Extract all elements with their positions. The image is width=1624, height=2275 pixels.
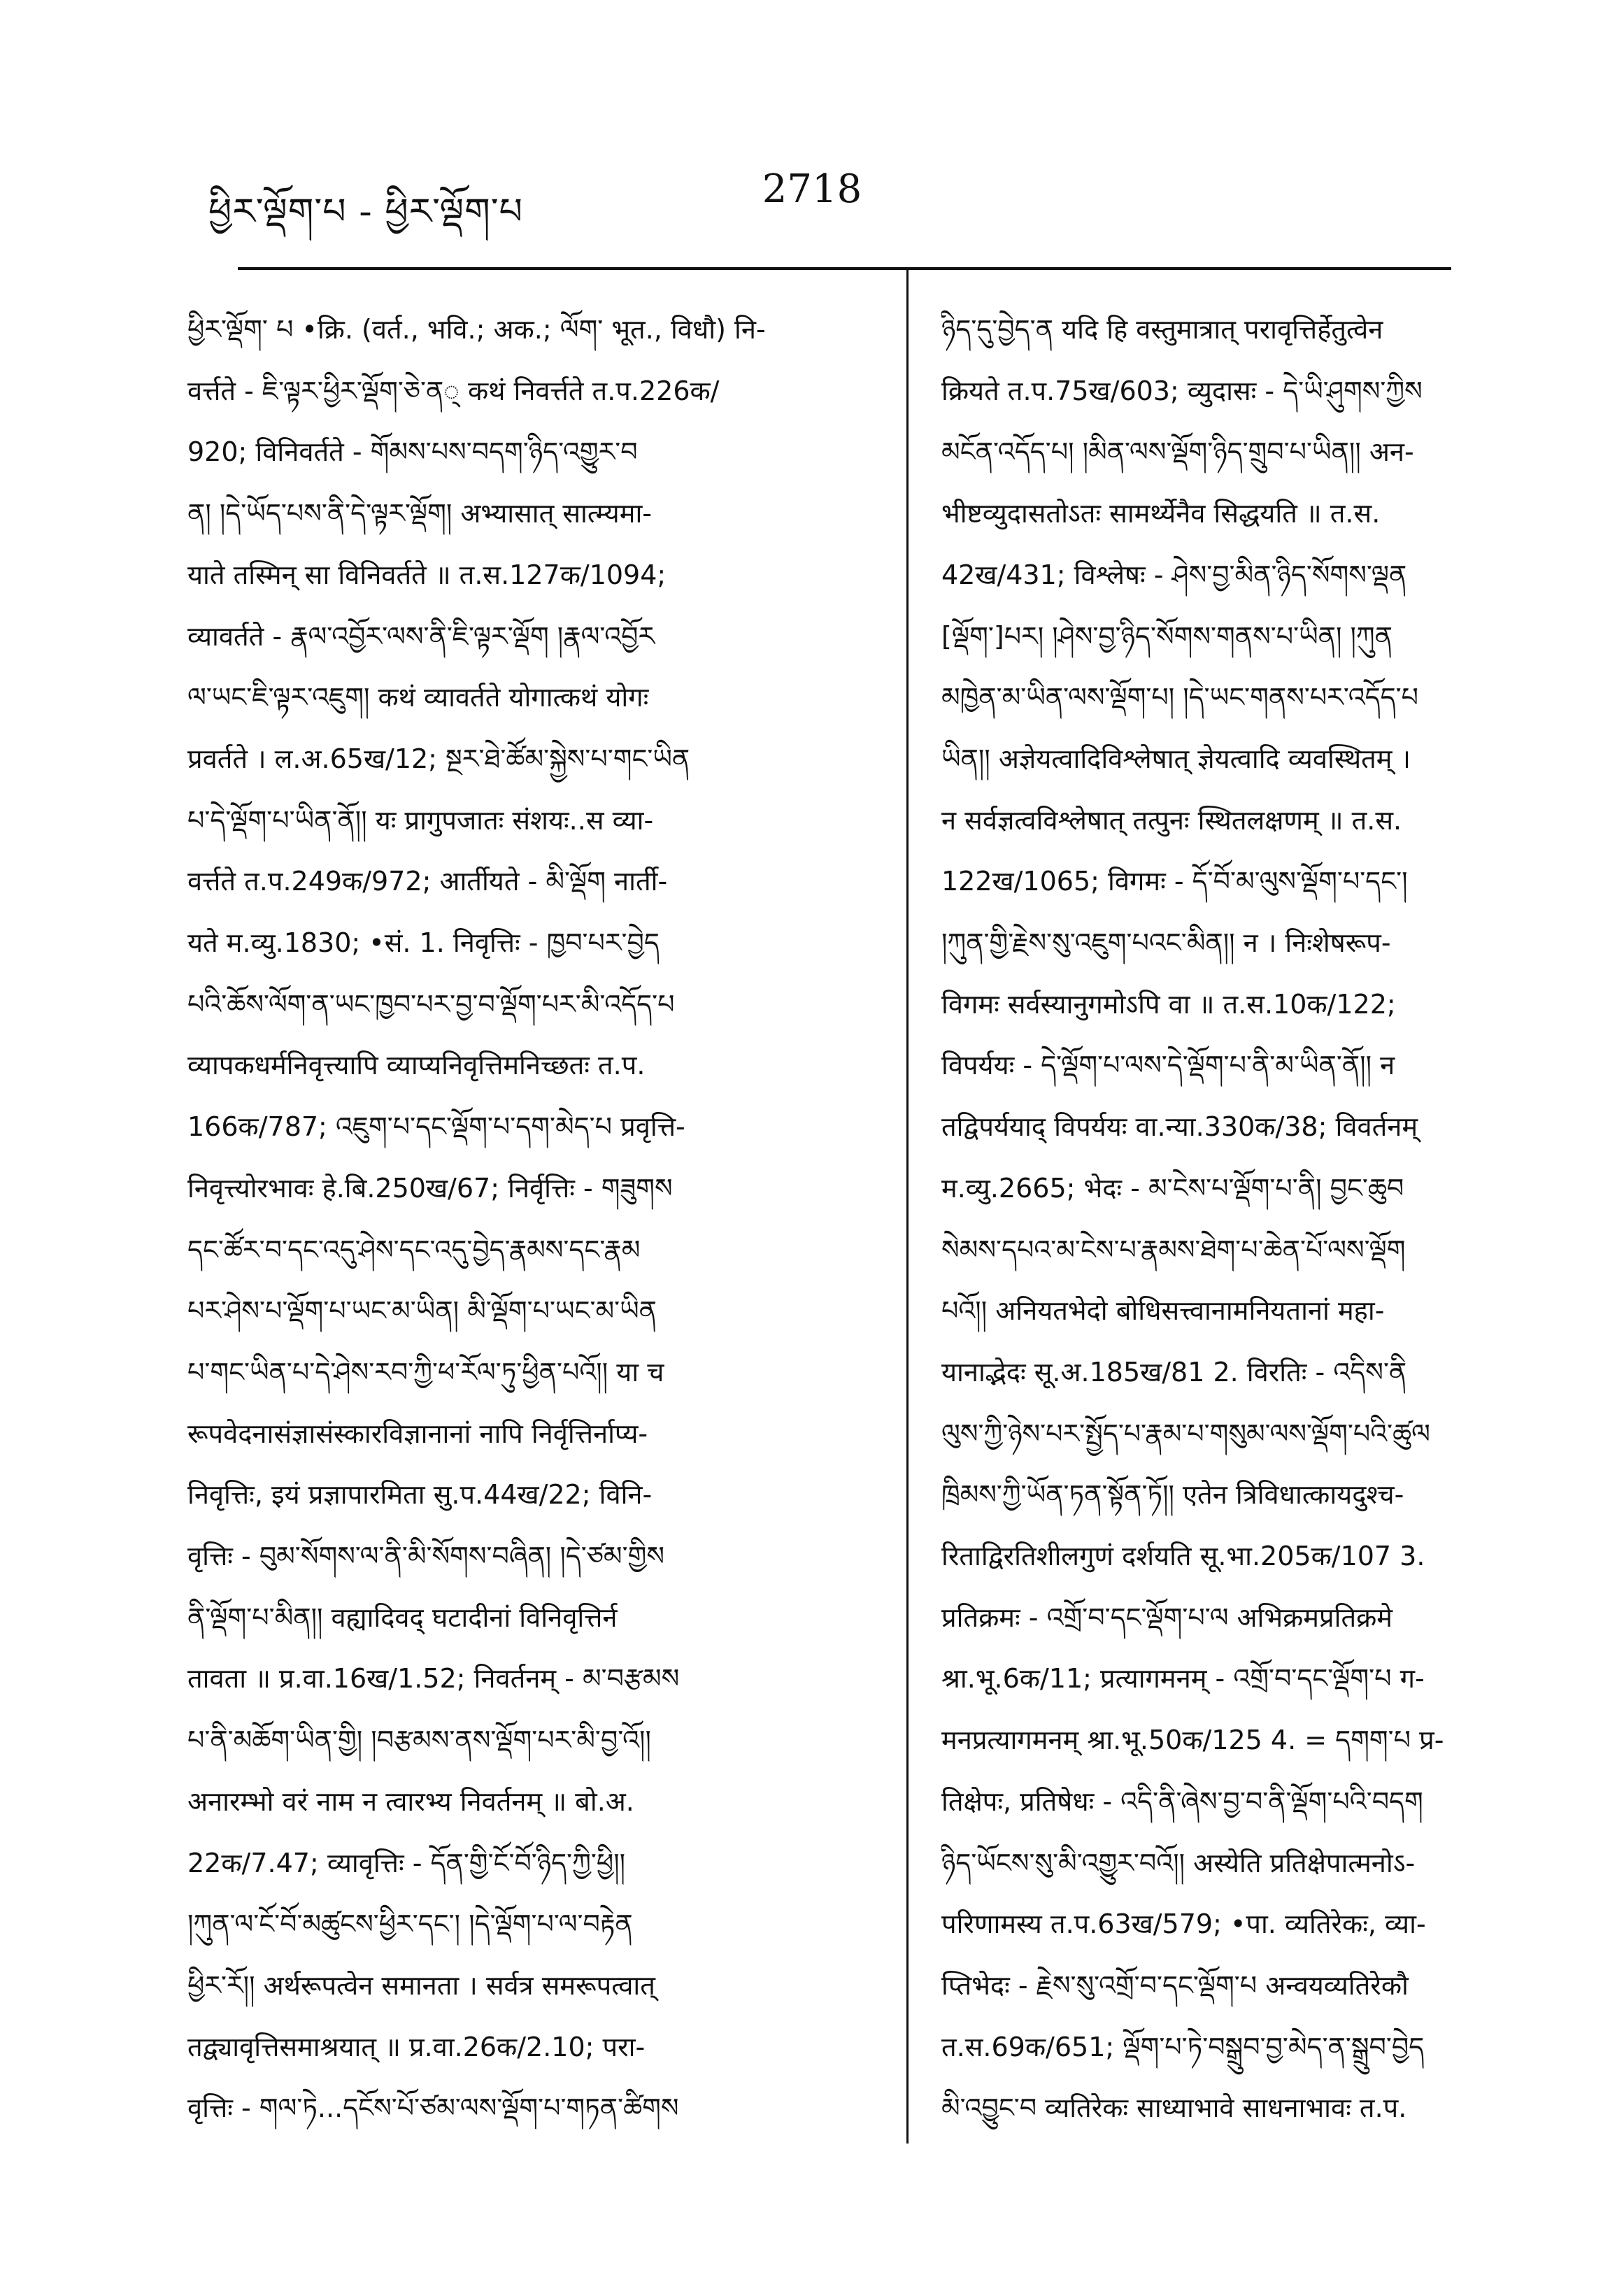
text-line: པ་གང་ཡིན་པ་དེ་ཤེས་རབ་ཀྱི་ཕ་རོལ་ཏུ་ཕྱིན་པའོ།། या च [187,1356,664,1388]
text-line: པ་དེ་ལྡོག་པ་ཡིན་ནོ།། यः प्रागुपजातः संशयः..स व्या- [187,804,654,836]
text-line: ཕྱིར་རོ།། अर्थरूपत्वेन समानता । सर्वत्र समरूपत्वात् [187,1969,655,2001]
text-line: 122ख/1065; विगमः - དོ་བོ་མ་ལུས་ལྡོག་པ་དང་། [941,866,1408,897]
text-line: प्तिभेदः - རྗེས་སུ་འགྲོ་བ་དང་ལྡོག་པ अन्वयव्यतिरेकौ [941,1969,1409,2001]
text-line: अनारम्भो वरं नाम न त्वारभ्य निवर्तनम् ॥ बो.अ. [187,1785,634,1817]
text-line: དང་ཚོར་བ་དང་འདུ་ཤེས་དང་འདུ་བྱེད་རྣམས་དང་རྣམ [187,1234,641,1265]
text-line: མཁྱེན་མ་ཡིན་ལས་ལྡོག་པ། །དེ་ཡང་གནས་པར་འདོད་པ [941,682,1418,713]
text-line: ཁྲིམས་ཀྱི་ཡོན་ཏན་སྟོན་ཏོ།། एतेन त्रिविधात्कायदुश्च- [941,1479,1404,1511]
text-line: 166क/787; འཇུག་པ་དང་ལྡོག་པ་དག་མེད་པ प्रवृत्ति- [187,1111,685,1143]
text-line: क्रियते त.प.75ख/603; व्युदासः - དེ་ཡི་ཤུགས་ཀྱིས [941,375,1423,406]
header-rule [238,267,1451,270]
left-column [187,299,880,2139]
text-line: ཕྱིར་ལྡོག་ པ •क्रि. (वर्त., भवि.; अक.; ལོག་ भूत., विधौ) नि- [187,314,766,345]
text-line: 22क/7.47; व्यावृत्तिः - དོན་གྱི་ངོ་བོ་ཉིད་ཀྱི་ཕྱི།། [187,1847,626,1878]
text-line: [ལྡོག་]པར། །ཤེས་བྱ་ཉིད་སོགས་གནས་པ་ཡིན། །ཀུན [941,620,1393,652]
text-line: यते म.व्यु.1830; •सं. 1. निवृत्तिः - ཁྱབ་པར་བྱེད [187,927,660,959]
text-line: प्रतिक्रमः - འགྲོ་བ་དང་ལྡོག་པ་ལ अभिक्रमप्रतिक्रमे [941,1602,1393,1633]
text-line: भीष्टव्युदासतोऽतः सामर्थ्येनैव सिद्धयति ॥ त.स. [941,498,1381,529]
text-line: विपर्ययः - དེ་ལྡོག་པ་ལས་དེ་ལྡོག་པ་ནི་མ་ཡིན་ནོ།། न [941,1050,1395,1081]
text-line: तद्व्यावृत्तिसमाश्रयात् ॥ प्र.वा.26क/2.10; परा- [187,2031,646,2062]
text-line: ནི་ལྡོག་པ་མིན།། वह्यादिवद् घटादीनां विनिवृत्तिर्न [187,1602,618,1633]
text-line: निवृत्तिः, इयं प्रज्ञापारमिता सु.प.44ख/22; विनि- [187,1479,653,1511]
text-line: रिताद्विरतिशीलगुणं दर्शयति सू.भा.205क/107 3. [941,1541,1425,1572]
text-line: པའི་ཆོས་ལོག་ན་ཡང་ཁྱབ་པར་བྱ་བ་ལྡོག་པར་མི་འདོད་པ [187,988,675,1020]
text-line: वर्त्तते त.प.249क/972; आर्तीयते - མི་ལྡོག नार्ती- [187,866,668,897]
page-number: 2718 [762,166,862,212]
text-line: སེམས་དཔའ་མ་ངེས་པ་རྣམས་ཐེག་པ་ཆེན་པོ་ལས་ལྡོག [941,1234,1406,1265]
text-line: न सर्वज्ञत्वविश्लेषात् तत्पुनः स्थितलक्षणम् ॥ त.स. [941,804,1402,836]
text-line: याते तस्मिन् सा विनिवर्तते ॥ त.स.127क/1094; [187,559,667,590]
text-line: ཉིད་ཡོངས་སུ་མི་འགྱུར་བའོ།། अस्येति प्रतिक्षेपात्मनोऽ- [941,1847,1416,1878]
text-line: निवृत्त्योरभावः हे.बि.250ख/67; निर्वृत्तिः - གཟུགས [187,1172,673,1204]
text-line: परिणामस्य त.प.63ख/579; •पा. व्यतिरेकः, व्या- [941,1909,1426,1940]
column-divider [906,269,909,2144]
text-line: तद्विपर्ययाद् विपर्ययः वा.न्या.330क/38; विवर्तनम् [941,1111,1418,1143]
text-line: ལ་ཡང་ཇི་ལྟར་འཇུག། कथं व्यावर्तते योगात्कथं योगः [187,682,649,713]
text-line: प्रवर्तते । ल.अ.65ख/12; སྔར་ཐེ་ཚོམ་སྐྱེས་པ་གང་ཡིན [187,743,690,774]
text-line: །ཀུན་ལ་ངོ་བོ་མཚུངས་ཕྱིར་དང་། །དེ་ལྡོག་པ་ལ་བརྟེན [187,1909,633,1940]
text-line: व्यापकधर्मनिवृत्त्यापि व्याप्यनिवृत्तिमनिच्छतः त.प. [187,1050,646,1081]
page-header [0,0,1624,266]
text-line: म.व्यु.2665; भेदः - མ་ངེས་པ་ལྡོག་པ་ནི། བྱང་ཆུབ [941,1172,1404,1204]
text-line: ན། །དེ་ཡོད་པས་ནི་དེ་ལྟར་ལྡོག། अभ्यासात् सात्म्यमा- [187,498,652,529]
right-column [941,299,1609,2139]
text-line: विगमः सर्वस्यानुगमोऽपि वा ॥ त.स.10क/122; [941,988,1396,1020]
text-line: ལུས་ཀྱི་ཉེས་པར་སྤྱོད་པ་རྣམ་པ་གསུམ་ལས་ལྡོག་པའི་ཚུལ [941,1418,1431,1449]
text-line: པར་ཤེས་པ་ལྡོག་པ་ཡང་མ་ཡིན། མི་ལྡོག་པ་ཡང་མ་ཡིན [187,1295,657,1327]
text-line: व्यावर्तते - རྣལ་འབྱོར་ལས་ནི་ཇི་ལྟར་ལྡོག །རྣལ་འབྱོར [187,620,655,652]
text-line: वृत्तिः - གལ་ཏེ...དངོས་པོ་ཙམ་ལས་ལྡོག་པ་གཏན་ཚིགས [187,2092,679,2124]
text-line: པའོ།། अनियतभेदो बोधिसत्त्वानामनियतानां महा- [941,1295,1385,1327]
text-line: वर्त्तते - ཇི་ལྟར་ཕྱིར་ལྡོག་ཅེ་ན् कथं निवर्त्तते त.प.226क/ [187,375,720,406]
text-line: །ཀུན་གྱི་རྗེས་སུ་འཇུག་པའང་མིན།། न । निःशेषरूप- [941,927,1391,959]
text-line: 42ख/431; विश्लेषः - ཤེས་བྱ་མིན་ཉིད་སོགས་ལྡན [941,559,1407,590]
text-line: མི་འབྱུང་བ व्यतिरेकः साध्याभावे साधनाभावः त.प. [941,2092,1407,2124]
text-line: མངོན་འདོད་པ། །མིན་ལས་ལྡོག་ཉིད་གྲུབ་པ་ཡིན།། अन- [941,436,1414,468]
text-line: པ་ནི་མཆོག་ཡིན་གྱི། །བརྩམས་ནས་ལྡོག་པར་མི་བྱ་འོ།། [187,1725,651,1756]
text-line: ཡིན།། अज्ञेयत्वादिविश्लेषात् ज्ञेयत्वादि व्यवस्थितम् । [941,743,1411,774]
running-head: ཕྱིར་ལྡོག་པ - ཕྱིར་ལྡོག་པ [208,191,523,233]
text-line: त.स.69क/651; ལྡོག་པ་ཏེ་བསྒྲུབ་བྱ་མེད་ན་སྒྲུབ་བྱེད [941,2031,1425,2062]
text-line: रूपवेदनासंज्ञासंस्कारविज्ञानानां नापि निर्वृत्तिर्नाप्य- [187,1418,648,1449]
text-line: 920; विनिवर्तते - གོམས་པས་བདག་ཉིད་འགྱུར་བ [187,436,638,468]
text-line: श्रा.भू.6क/11; प्रत्यागमनम् - འགྲོ་བ་དང་ལྡོག་པ ग- [941,1663,1425,1695]
text-line: मनप्रत्यागमनम् श्रा.भू.50क/125 4. = དགག་པ प्र- [941,1725,1444,1756]
text-line: तिक्षेपः, प्रतिषेधः - འདི་ནི་ཞེས་བྱ་བ་ནི་ལྡོག་པའི་བདག [941,1785,1423,1817]
text-line: वृत्तिः - བུམ་སོགས་ལ་ནི་མི་སོགས་བཞིན། །དེ་ཙམ་གྱིས [187,1541,664,1572]
text-line: यानाद्भेदः सू.अ.185ख/81 2. विरतिः - འདིས་ནི [941,1356,1407,1388]
text-line: तावता ॥ प्र.वा.16ख/1.52; निवर्तनम् - མ་བརྩམས [187,1663,680,1695]
text-line: ཉིད་དུ་བྱེད་ན यदि हि वस्तुमात्रात् परावृत्तिर्हेतुत्वेन [941,314,1383,345]
